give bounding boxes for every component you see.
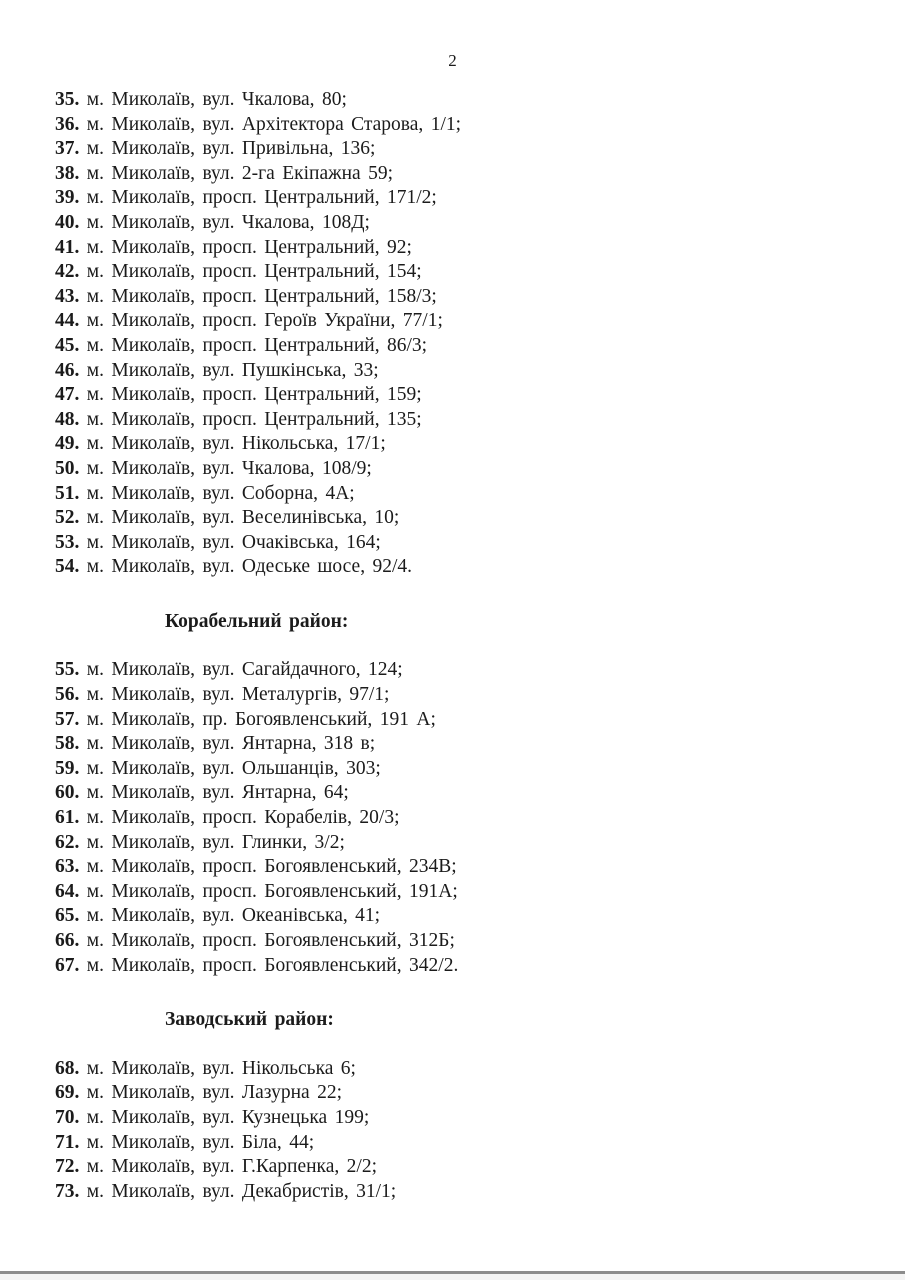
item-number: 42. bbox=[55, 261, 80, 283]
item-text: м. Миколаїв, просп. Центральний, 135; bbox=[86, 408, 422, 430]
item-number: 47. bbox=[55, 384, 80, 406]
item-text: м. Миколаїв, вул. Чкалова, 108Д; bbox=[86, 211, 370, 233]
address-item bbox=[55, 531, 875, 556]
item-number: 40. bbox=[55, 211, 80, 233]
item-text: м. Миколаїв, просп. Богоявленський, 312Б; bbox=[86, 930, 455, 951]
address-item bbox=[55, 113, 875, 138]
item-text: м. Миколаїв, вул. Сагайдачного, 124; bbox=[86, 659, 403, 681]
item-text: м. Миколаїв, вул. Одеське шосе, 92/4. bbox=[86, 556, 413, 578]
item-text: м. Миколаїв, вул. Г.Карпенка, 2/2; bbox=[86, 1156, 378, 1178]
item-text: м. Миколаїв, вул. Кузнецька 199; bbox=[86, 1106, 370, 1128]
item-text: м. Миколаїв, просп. Центральний, 92; bbox=[86, 236, 412, 258]
item-number: 53. bbox=[55, 531, 80, 553]
address-item bbox=[55, 708, 875, 733]
item-number: 43. bbox=[55, 285, 80, 307]
address-item bbox=[55, 285, 875, 310]
address-item bbox=[55, 954, 875, 979]
address-item bbox=[55, 162, 875, 187]
address-item bbox=[55, 658, 875, 683]
address-item bbox=[55, 457, 875, 482]
item-number: 72. bbox=[55, 1156, 80, 1178]
item-number: 62. bbox=[55, 831, 80, 853]
item-number: 60. bbox=[55, 782, 80, 804]
item-text: м. Миколаїв, просп. Героїв України, 77/1; bbox=[86, 310, 443, 332]
item-text: м. Миколаїв, вул. Архітектора Старова, 1/1; bbox=[86, 113, 462, 135]
item-number: 37. bbox=[55, 138, 80, 160]
item-number: 46. bbox=[55, 359, 80, 381]
item-number: 65. bbox=[55, 905, 80, 927]
item-number: 57. bbox=[55, 708, 80, 730]
address-item bbox=[55, 1131, 875, 1156]
item-text: м. Миколаїв, вул. Янтарна, 64; bbox=[86, 782, 349, 804]
item-number: 39. bbox=[55, 187, 80, 209]
item-number: 44. bbox=[55, 310, 80, 332]
item-number: 41. bbox=[55, 236, 80, 258]
item-text: м. Миколаїв, просп. Центральний, 158/3; bbox=[86, 285, 437, 307]
address-list bbox=[55, 88, 875, 1204]
address-item bbox=[55, 236, 875, 261]
item-text: м. Миколаїв, вул. Океанівська, 41; bbox=[86, 905, 381, 927]
address-item bbox=[55, 781, 875, 806]
bottom-edge-strip bbox=[0, 1274, 905, 1280]
address-item bbox=[55, 929, 875, 954]
address-item bbox=[55, 309, 875, 334]
item-text: м. Миколаїв, вул. Металургів, 97/1; bbox=[86, 684, 390, 706]
item-number: 36. bbox=[55, 113, 80, 135]
item-text: м. Миколаїв, вул. 2-га Екіпажна 59; bbox=[86, 162, 394, 184]
item-number: 67. bbox=[55, 954, 80, 976]
item-number: 61. bbox=[55, 807, 80, 829]
item-number: 48. bbox=[55, 408, 80, 430]
item-text: м. Миколаїв, вул. Очаківська, 164; bbox=[86, 531, 381, 553]
address-item bbox=[55, 683, 875, 708]
address-item bbox=[55, 1057, 875, 1082]
item-text: м. Миколаїв, просп. Корабелів, 20/3; bbox=[86, 807, 400, 829]
item-number: 35. bbox=[55, 89, 80, 110]
address-item bbox=[55, 880, 875, 905]
item-number: 45. bbox=[55, 334, 80, 356]
address-item bbox=[55, 555, 875, 580]
item-number: 69. bbox=[55, 1082, 80, 1104]
item-text: м. Миколаїв, просп. Богоявленський, 234В; bbox=[86, 856, 457, 878]
address-item bbox=[55, 211, 875, 236]
item-number: 58. bbox=[55, 733, 80, 755]
address-item bbox=[55, 260, 875, 285]
address-item bbox=[55, 1155, 875, 1180]
item-number: 51. bbox=[55, 482, 80, 504]
item-text: м. Миколаїв, вул. Декабристів, 31/1; bbox=[86, 1180, 397, 1202]
item-text: м. Миколаїв, вул. Привільна, 136; bbox=[86, 138, 376, 160]
item-number: 70. bbox=[55, 1106, 80, 1128]
address-item bbox=[55, 334, 875, 359]
item-number: 38. bbox=[55, 162, 80, 184]
item-text: м. Миколаїв, просп. Богоявленський, 191А; bbox=[86, 880, 458, 902]
item-text: м. Миколаїв, вул. Чкалова, 80; bbox=[86, 89, 347, 110]
item-text: м. Миколаїв, вул. Веселинівська, 10; bbox=[86, 507, 400, 529]
address-item bbox=[55, 408, 875, 433]
item-text: м. Миколаїв, вул. Пушкінська, 33; bbox=[86, 359, 379, 381]
address-item bbox=[55, 1081, 875, 1106]
item-text: м. Миколаїв, вул. Соборна, 4А; bbox=[86, 482, 355, 504]
item-number: 52. bbox=[55, 507, 80, 529]
item-text: м. Миколаїв, вул. Янтарна, 318 в; bbox=[86, 733, 376, 755]
item-text: м. Миколаїв, вул. Нікольська 6; bbox=[86, 1057, 356, 1079]
address-item bbox=[55, 186, 875, 211]
item-text: м. Миколаїв, пр. Богоявленський, 191 А; bbox=[86, 708, 436, 730]
item-text: м. Миколаїв, вул. Ольшанців, 303; bbox=[86, 757, 381, 779]
item-number: 49. bbox=[55, 433, 80, 455]
item-text: м. Миколаїв, вул. Лазурна 22; bbox=[86, 1082, 343, 1104]
item-text: м. Миколаїв, просп. Центральний, 86/3; bbox=[86, 334, 428, 356]
item-number: 54. bbox=[55, 556, 80, 578]
address-item bbox=[55, 432, 875, 457]
address-item bbox=[55, 1106, 875, 1131]
address-item bbox=[55, 831, 875, 856]
address-item bbox=[55, 855, 875, 880]
item-text: м. Миколаїв, вул. Біла, 44; bbox=[86, 1131, 315, 1153]
item-text: м. Миколаїв, просп. Центральний, 171/2; bbox=[86, 187, 437, 209]
item-text: м. Миколаїв, просп. Богоявленський, 342/2. bbox=[86, 954, 459, 976]
address-item bbox=[55, 506, 875, 531]
item-text: м. Миколаїв, вул. Чкалова, 108/9; bbox=[86, 457, 372, 479]
address-item bbox=[55, 383, 875, 408]
item-number: 68. bbox=[55, 1057, 80, 1079]
item-text: м. Миколаїв, просп. Центральний, 154; bbox=[86, 261, 422, 283]
item-number: 66. bbox=[55, 930, 80, 951]
item-number: 71. bbox=[55, 1131, 80, 1153]
item-number: 59. bbox=[55, 757, 80, 779]
address-item bbox=[55, 806, 875, 831]
page-number: 2 bbox=[448, 51, 457, 70]
item-number: 63. bbox=[55, 856, 80, 878]
item-text: м. Миколаїв, вул. Нікольська, 17/1; bbox=[86, 433, 386, 455]
address-item bbox=[55, 137, 875, 162]
item-number: 73. bbox=[55, 1180, 80, 1202]
address-item bbox=[55, 359, 875, 384]
item-number: 50. bbox=[55, 457, 80, 479]
item-text: м. Миколаїв, вул. Глинки, 3/2; bbox=[86, 831, 345, 853]
address-item bbox=[55, 732, 875, 757]
item-number: 64. bbox=[55, 880, 80, 902]
district-heading: Корабельний район: bbox=[165, 610, 349, 632]
address-item bbox=[55, 1180, 875, 1205]
address-item bbox=[55, 904, 875, 929]
district-heading: Заводський район: bbox=[165, 1009, 334, 1031]
item-number: 55. bbox=[55, 659, 80, 681]
address-item bbox=[55, 482, 875, 507]
address-item bbox=[55, 757, 875, 782]
item-text: м. Миколаїв, просп. Центральний, 159; bbox=[86, 384, 422, 406]
address-item bbox=[55, 88, 875, 113]
item-number: 56. bbox=[55, 684, 80, 706]
